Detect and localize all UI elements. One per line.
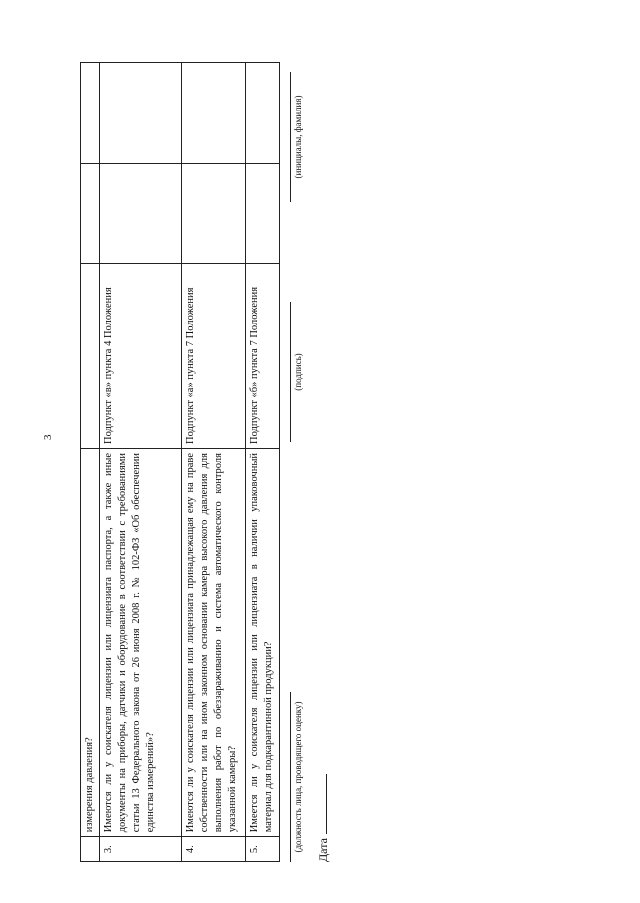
row-number-cell: 4. (182, 837, 246, 862)
date-field (316, 774, 331, 862)
empty-cell (246, 163, 280, 264)
table-row (81, 63, 100, 862)
signature-block (290, 302, 303, 442)
question-cell: Имеются ли у соискателя лицензии или лицензиата принадлежащая ему на праве собственности или на ином законном основании камера высокого давления для выполнения работ по обеззараживанию и система автоматического контроля указанной камеры? (182, 449, 246, 837)
position-signature-block (290, 692, 303, 862)
empty-cell (182, 163, 246, 264)
page-number: 3 (42, 434, 54, 440)
name-signature-block (290, 72, 303, 202)
row-number-cell: 3. (100, 837, 182, 862)
signature-label: (подпись) (293, 353, 303, 391)
empty-cell (100, 63, 182, 164)
empty-cell (100, 163, 182, 264)
empty-cell (81, 63, 100, 164)
reference-cell (81, 264, 100, 449)
name-label: (инициалы, фамилия) (293, 95, 303, 179)
row-number-cell: 5. (246, 837, 280, 862)
table-row (246, 63, 280, 862)
question-cell: Имеются ли у соискателя лицензии или лицензиата паспорта, а также иные документы на приборы, датчики и оборудование в соответствии с требованиями статьи 13 Федерального закона от 26 июня 2008 г. № 102-ФЗ «Об обеспечении единства измерений»? (100, 449, 182, 837)
question-cell: измерения давления? (81, 449, 100, 837)
date-underline (326, 774, 327, 834)
position-label: (должность лица, проводящего оценку) (293, 701, 303, 853)
checklist-table (80, 62, 280, 862)
empty-cell (81, 163, 100, 264)
rotated-page-content (80, 62, 640, 862)
reference-cell: Подпункт «а» пункта 7 Положения (182, 264, 246, 449)
row-number-cell (81, 837, 100, 862)
question-cell: Имеется ли у соискателя лицензии или лицензиата в наличии упаковочный материал для подкарантинной продукции? (246, 449, 280, 837)
empty-cell (182, 63, 246, 164)
reference-cell: Подпункт «в» пункта 4 Положения (100, 264, 182, 449)
empty-cell (246, 63, 280, 164)
date-label: Дата (316, 838, 330, 862)
reference-cell: Подпункт «б» пункта 7 Положения (246, 264, 280, 449)
table-row (100, 63, 182, 862)
table-row (182, 63, 246, 862)
